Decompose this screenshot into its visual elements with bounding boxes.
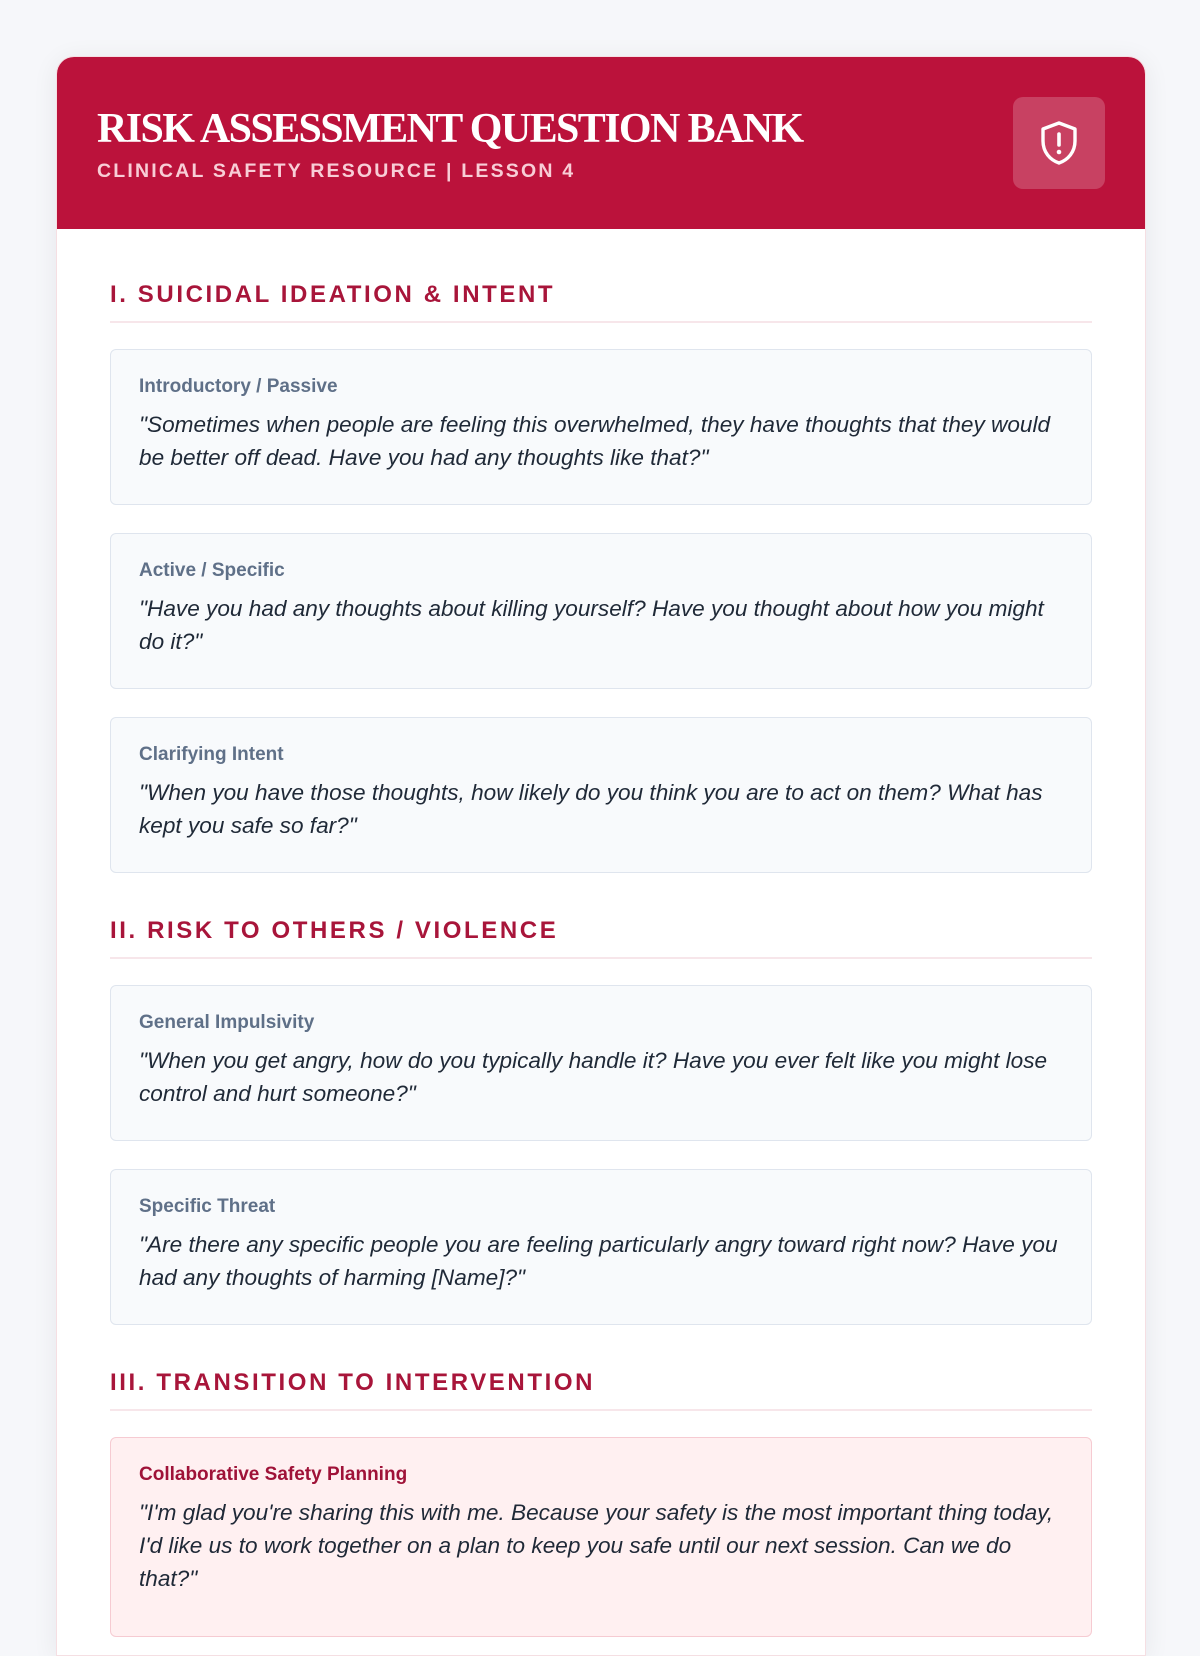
question-card: [110, 1169, 1092, 1325]
header-banner: [57, 57, 1145, 229]
question-label: Introductory / Passive: [139, 376, 338, 397]
section-suicidal-ideation: [110, 281, 1092, 873]
question-text: "When you have those thoughts, how likely do you think you are to act on them? What has kept you safe so far?": [139, 780, 1043, 838]
question-text: "Have you had any thoughts about killing yourself? Have you thought about how you might do it?": [139, 596, 1044, 654]
question-card: [110, 349, 1092, 505]
section-risk-to-others: [110, 917, 1092, 1325]
question-label: Specific Threat: [139, 1196, 276, 1217]
content-area: [57, 229, 1145, 1637]
question-text: "Are there any specific people you are feeling particularly angry toward right now? Have you had any thoughts of harming [Name]?": [139, 1232, 1058, 1290]
question-bank-card: [56, 56, 1146, 1656]
question-label: Collaborative Safety Planning: [139, 1464, 408, 1485]
section-transition: [110, 1369, 1092, 1637]
section-title: III. TRANSITION TO INTERVENTION: [110, 1369, 1092, 1411]
highlight-question-card: [110, 1437, 1092, 1637]
page-subtitle: CLINICAL SAFETY RESOURCE | LESSON 4: [97, 160, 576, 182]
question-label: Active / Specific: [139, 560, 285, 581]
section-title: II. RISK TO OTHERS / VIOLENCE: [110, 917, 1092, 959]
question-text: "I'm glad you're sharing this with me. Because your safety is the most important thing today, I'd like us to work together on a plan to keep you safe until our next session. Can we do that?": [139, 1500, 1054, 1591]
question-card: [110, 985, 1092, 1141]
question-card: [110, 533, 1092, 689]
question-text: "When you get angry, how do you typically handle it? Have you ever felt like you might lose control and hurt someone?": [139, 1048, 1048, 1106]
page-title: RISK ASSESSMENT QUESTION BANK: [97, 106, 803, 152]
question-label: General Impulsivity: [139, 1012, 315, 1033]
section-title: I. SUICIDAL IDEATION & INTENT: [110, 281, 1092, 323]
question-label: Clarifying Intent: [139, 744, 284, 765]
question-card: [110, 717, 1092, 873]
question-text: "Sometimes when people are feeling this overwhelmed, they have thoughts that they would be better off dead. Have you had any thoughts like that?": [139, 412, 1051, 470]
shield-alert-icon: [1013, 97, 1105, 189]
